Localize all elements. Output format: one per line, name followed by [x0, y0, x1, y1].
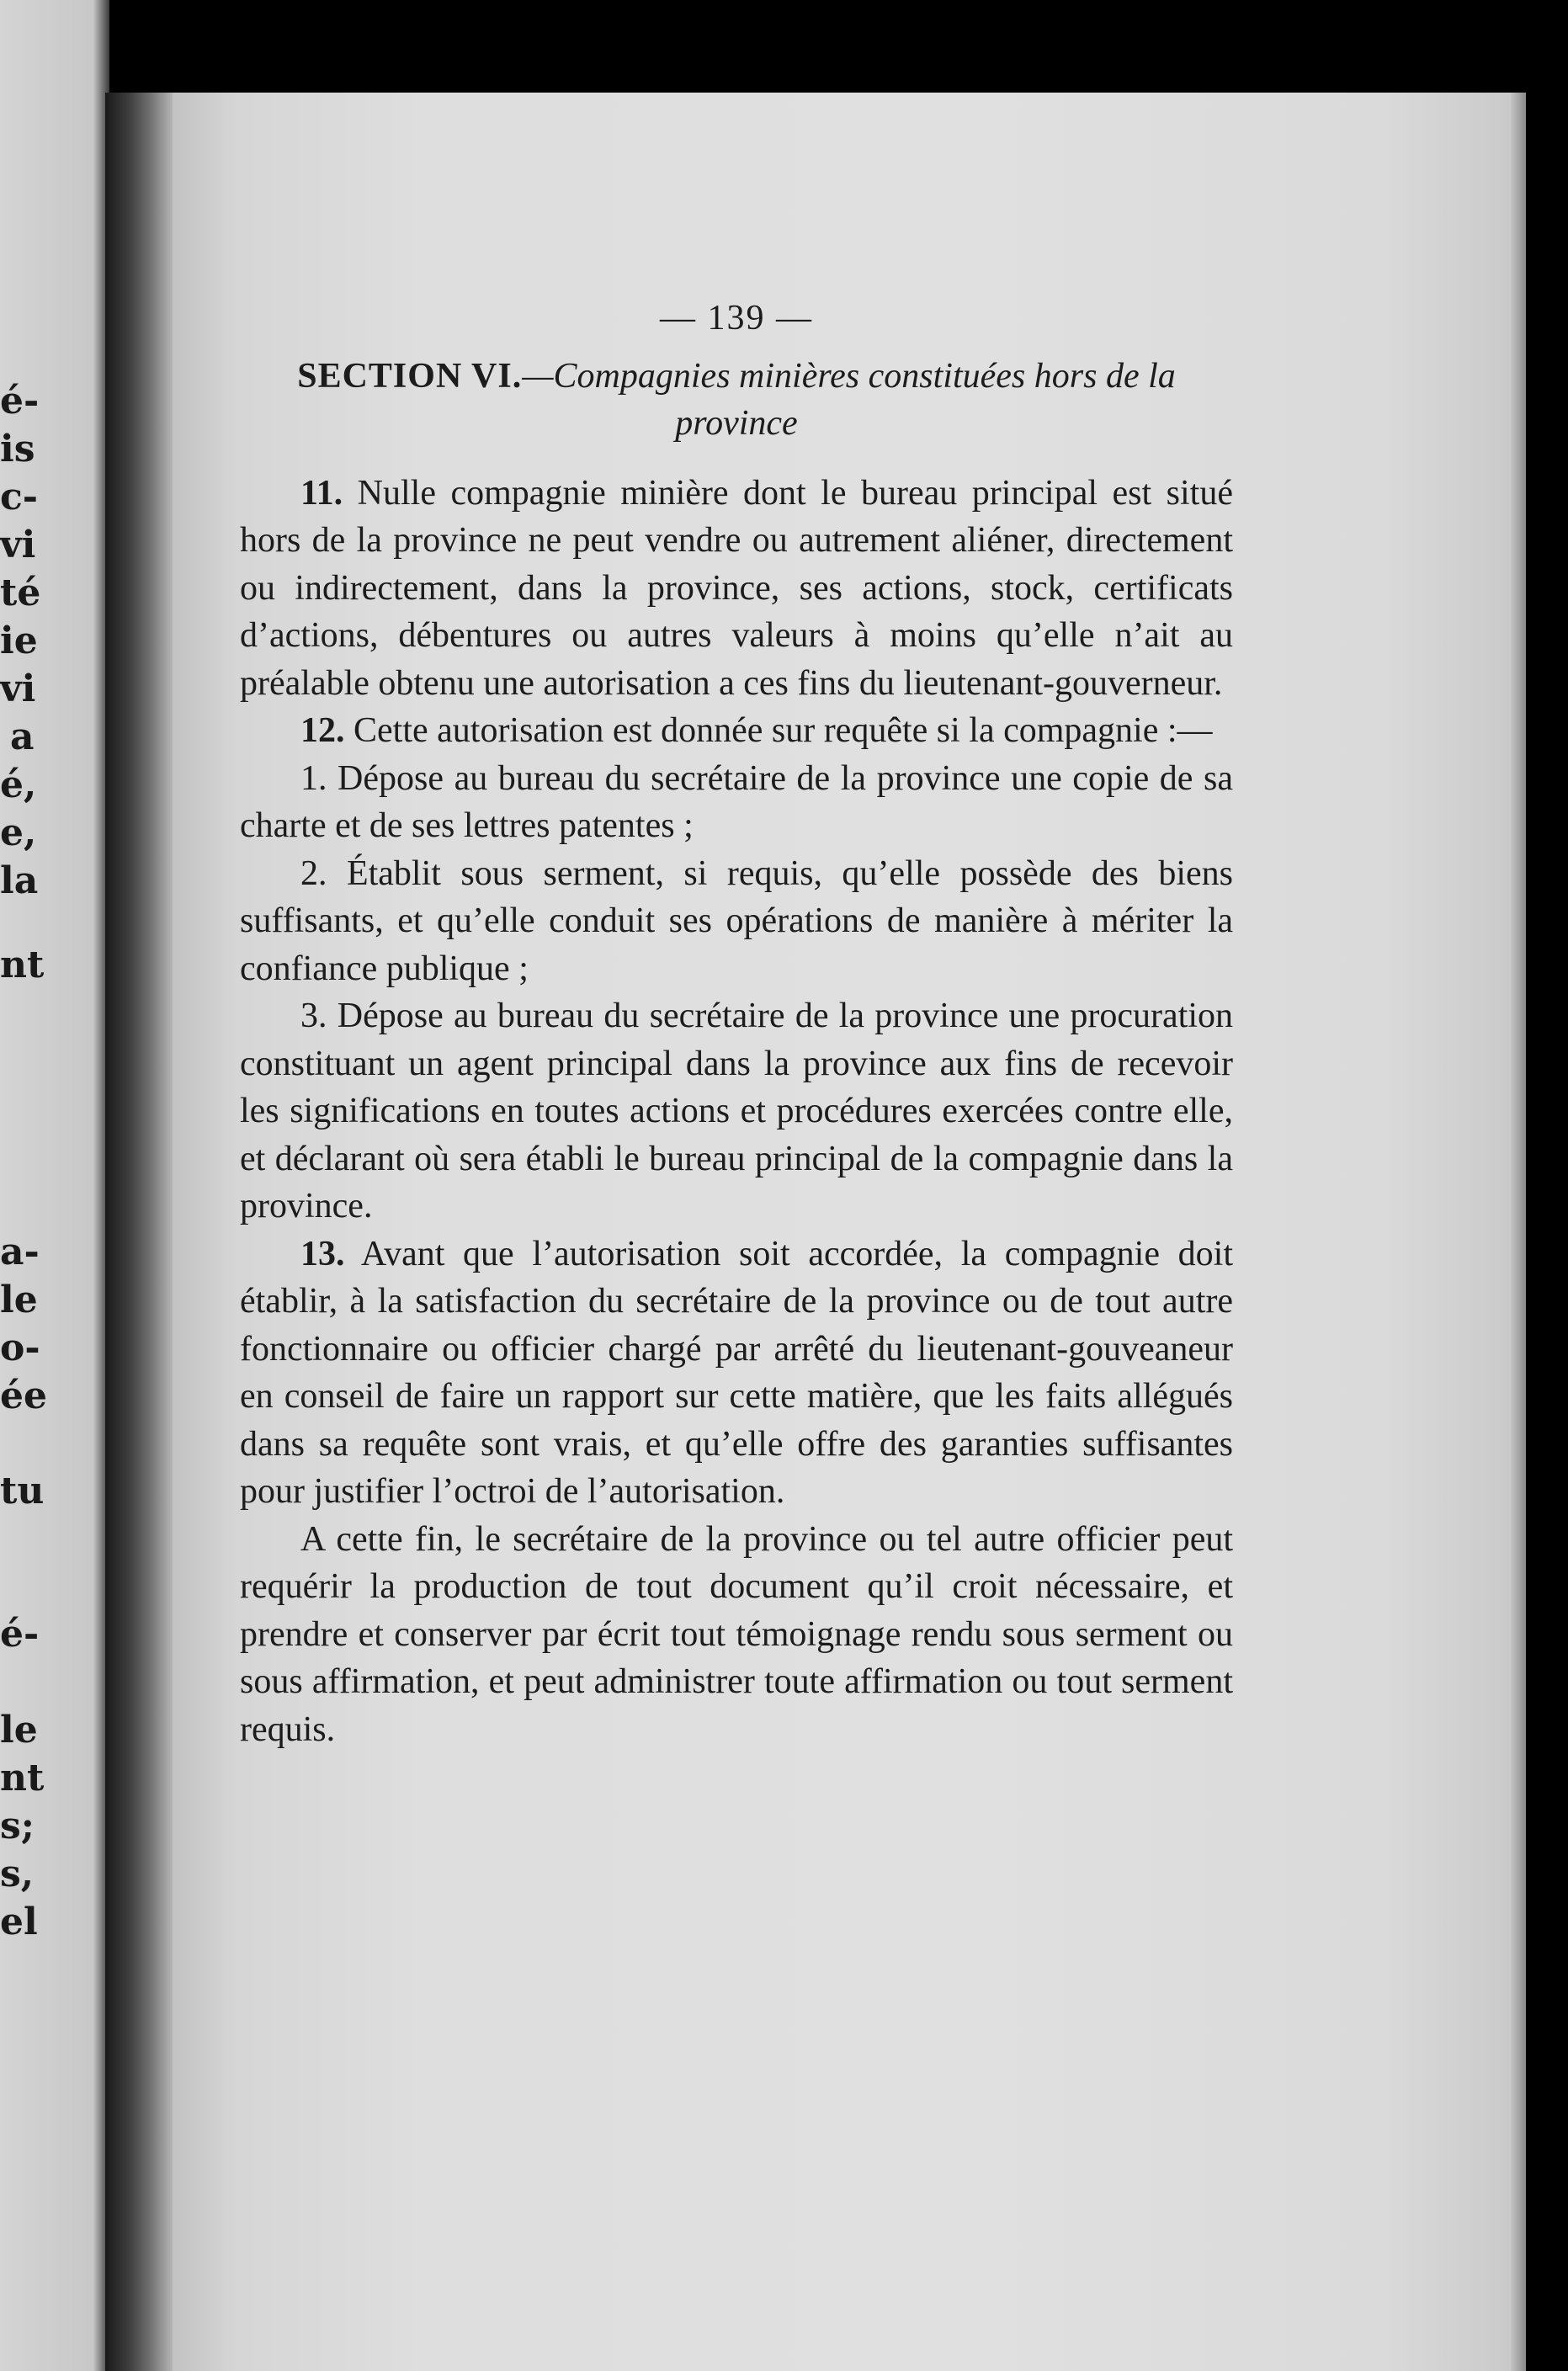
fragment-line: e,	[0, 811, 37, 854]
fragment-line: nt	[0, 1757, 45, 1800]
article-number: 11.	[300, 473, 343, 513]
fragment-line: le	[0, 1709, 38, 1752]
article-number: 12.	[300, 711, 345, 750]
paragraph-text: A cette fin, le secrétaire de la province ou tel autre officier peut requérir la production de tout document qu’il croit nécessaire, et prendre et conserver par écrit tout témoignage rendu sous serment ou sous affirmation, et peut administrer toute affirmation ou tout serment requis.	[240, 1519, 1233, 1749]
page-body	[240, 295, 1233, 1753]
adjacent-page-text-fragments	[0, 0, 101, 2371]
paragraph	[240, 707, 1233, 755]
article-number: 13.	[300, 1234, 345, 1273]
fragment-line: nt	[0, 944, 45, 986]
fragment-line: o-	[0, 1326, 40, 1369]
section-title: —Compagnies minières constituées hors de la province	[522, 356, 1176, 443]
paragraph	[240, 755, 1233, 850]
fragment-line: é-	[0, 380, 40, 423]
paragraph-text: Nulle compagnie minière dont le bureau principal est situé hors de la province ne peut vendre ou autrement aliéner, directement ou indirectement, dans la province, ses actions, stock, certificats d’actions, débentures ou autres valeurs à moins qu’elle n’ait au préalable obtenu une autorisation a ces fins du lieutenant-gouverneur.	[240, 473, 1233, 703]
fragment-line: is	[0, 428, 35, 470]
fragment-line: ie	[0, 619, 38, 662]
fragment-line: tu	[0, 1470, 45, 1512]
fragment-line: a-	[0, 1231, 40, 1273]
page-right-edge	[1511, 93, 1526, 2371]
fragment-line: le	[0, 1279, 38, 1321]
fragment-line: la	[0, 859, 39, 902]
fragment-line: c-	[0, 476, 39, 518]
fragment-line: vi	[0, 524, 36, 566]
paragraph-text: Cette autorisation est donnée sur requête si la compagnie :—	[344, 711, 1213, 750]
fragment-line: vi	[0, 667, 36, 710]
fragment-line: é,	[0, 763, 37, 806]
fragment-line: té	[0, 571, 41, 614]
paragraph-text: 2. Établit sous serment, si requis, qu’elle possède des biens suffisants, et qu’elle conduit ses opérations de manière à mériter la confiance publique ;	[240, 853, 1233, 988]
paragraph-text: Avant que l’autorisation soit accordée, la compagnie doit établir, à la satisfaction du secrétaire de la province ou de tout autre fonctionnaire ou officier chargé par arrêté du lieutenant-gouveaneur en conseil de faire un rapport sur cette matière, que les faits allégués dans sa requête sont vrais, et qu’elle offre des garanties suffisantes pour justifier l’octroi de l’autorisation.	[240, 1234, 1233, 1511]
fragment-line: é-	[0, 1613, 40, 1656]
paragraph	[240, 850, 1233, 993]
fragment-line: a	[10, 715, 35, 758]
page-number: — 139 —	[660, 299, 813, 338]
paragraph	[240, 992, 1233, 1231]
fragment-line: el	[0, 1901, 38, 1943]
fragment-line: ée	[0, 1374, 47, 1417]
paragraph	[240, 1231, 1233, 1516]
paragraph-text: 3. Dépose au bureau du secrétaire de la province une procuration constituant un agent principal dans la province aux fins de recevoir les significations en toutes actions et procédures exercées contre elle, et déclarant où sera établi le bureau principal de la compagnie dans la province.	[240, 997, 1233, 1225]
book-gutter	[105, 93, 173, 2371]
fragment-line: s,	[0, 1853, 35, 1895]
paragraph-text: 1. Dépose au bureau du secrétaire de la province une copie de sa charte et de ses lettres patentes ;	[240, 758, 1233, 845]
section-label: SECTION VI.	[297, 356, 523, 396]
section-heading	[240, 353, 1233, 448]
fragment-line: s;	[0, 1805, 35, 1847]
paragraph	[240, 470, 1233, 708]
paragraph	[240, 1516, 1233, 1754]
